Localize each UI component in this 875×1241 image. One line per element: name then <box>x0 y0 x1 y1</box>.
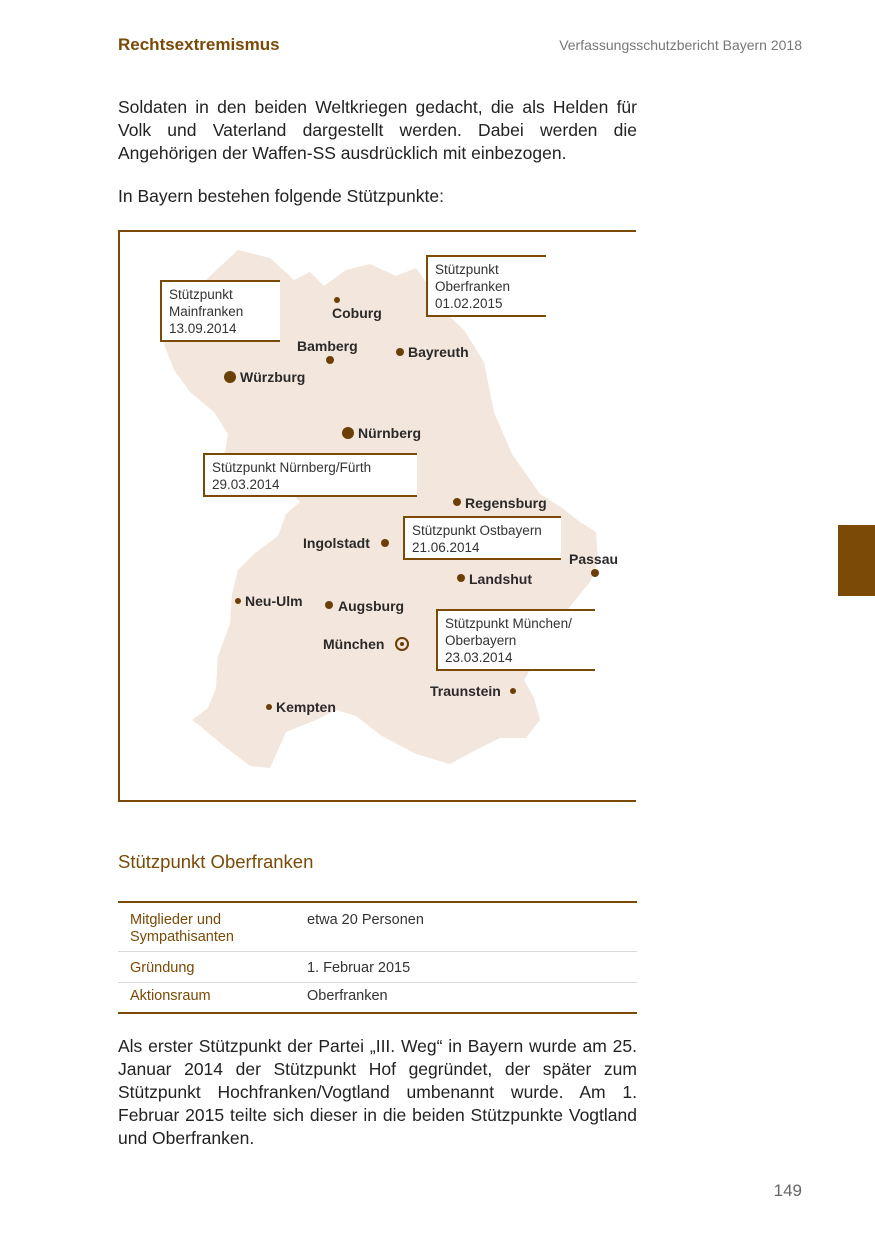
city-passau: Passau <box>569 551 619 567</box>
neu-ulm-dot <box>235 598 241 604</box>
landshut-dot <box>457 574 465 582</box>
muenchen-capital-marker <box>395 637 409 651</box>
table-key: Mitglieder und Sympathisanten <box>130 912 234 945</box>
table-value: etwa 20 Personen <box>307 912 424 928</box>
running-header-publication: Verfassungsschutzbericht Bayern 2018 <box>559 37 802 53</box>
table-row <box>118 903 637 952</box>
table-value: Oberfranken <box>307 988 388 1004</box>
city-traunstein: Traunstein <box>430 683 501 699</box>
city-regensburg: Regensburg <box>465 495 547 511</box>
city-coburg: Coburg <box>332 305 382 321</box>
table-row <box>118 983 637 1012</box>
wuerzburg-dot <box>224 371 236 383</box>
kempten-dot <box>266 704 272 710</box>
table-value: 1. Februar 2015 <box>307 960 411 976</box>
label-muenchen-oberbayern: Stützpunkt München/ Oberbayern 23.03.2014 <box>436 609 595 671</box>
city-neu-ulm: Neu-Ulm <box>245 593 303 609</box>
passau-dot <box>591 569 599 577</box>
label-ostbayern: Stützpunkt Ostbayern 21.06.2014 <box>403 516 561 560</box>
table-key: Gründung <box>130 960 195 976</box>
table-row <box>118 952 637 983</box>
city-muenchen: München <box>323 636 385 652</box>
traunstein-dot <box>510 688 516 694</box>
coburg-dot <box>334 297 340 303</box>
city-ingolstadt: Ingolstadt <box>303 535 370 551</box>
nuernberg-dot <box>342 427 354 439</box>
running-header-section: Rechtsextremismus <box>118 35 280 54</box>
regensburg-dot <box>453 498 461 506</box>
info-table <box>118 901 637 1014</box>
bavaria-map <box>118 230 636 802</box>
label-mainfranken: Stützpunkt Mainfranken 13.09.2014 <box>160 280 280 342</box>
city-augsburg: Augsburg <box>338 598 405 614</box>
city-nuernberg: Nürnberg <box>358 425 421 441</box>
closing-paragraph: Als erster Stützpunkt der Partei „III. Weg“ in Bayern wurde am 25. Januar 2014 der Stützpunkt Hof gegründet, der später zum Stützpunkt Hochfranken/Vogtland umbenannt wurde. Am 1. Februar 2015 teilte sich dieser in die beiden Stützpunkte Vogtland und Oberfranken. <box>118 1036 637 1148</box>
city-bamberg: Bamberg <box>297 338 358 354</box>
bayreuth-dot <box>396 348 404 356</box>
page-number: 149 <box>773 1181 802 1200</box>
augsburg-dot <box>325 601 333 609</box>
table-key: Aktionsraum <box>130 988 211 1004</box>
label-oberfranken: Stützpunkt Oberfranken 01.02.2015 <box>426 255 546 317</box>
bamberg-dot <box>326 356 334 364</box>
city-landshut: Landshut <box>469 571 532 587</box>
intro-paragraph: Soldaten in den beiden Weltkriegen gedacht, die als Helden für Volk und Vaterland dargestellt werden. Dabei werden die Angehörigen der Waffen-SS ausdrücklich mit einbezogen. <box>118 97 637 163</box>
city-wuerzburg: Würzburg <box>240 369 306 385</box>
section-title: Stützpunkt Oberfranken <box>118 851 314 872</box>
city-kempten: Kempten <box>276 699 336 715</box>
lead-paragraph: In Bayern bestehen folgende Stützpunkte: <box>118 186 444 206</box>
ingolstadt-dot <box>381 539 389 547</box>
label-nuernberg-fuerth: Stützpunkt Nürnberg/Fürth 29.03.2014 <box>203 453 417 497</box>
chapter-tab-marker <box>838 525 875 596</box>
city-bayreuth: Bayreuth <box>408 344 469 360</box>
